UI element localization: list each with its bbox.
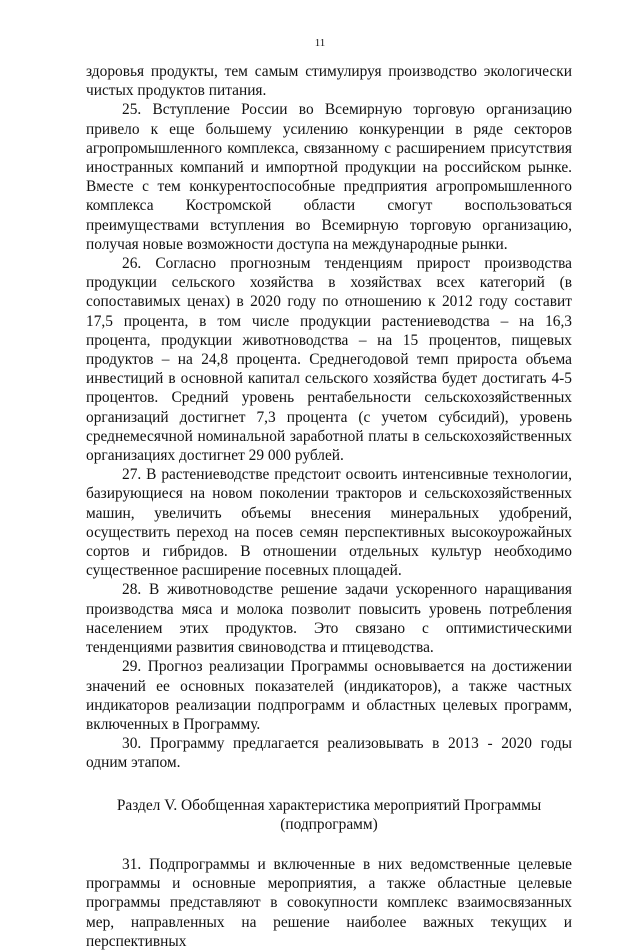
- paragraph: 26. Согласно прогнозным тенденциям прирост производства продукции сельского хозяйства в хозяйствах всех категорий (в сопоставимых ценах) в 2020 году по отношению к 2012 году составит 17,5 процента, в том числе продукции растениеводства – на 16,3 процента, продукции животноводства – на 15 процентов, пищевых продуктов – на 24,8 процента. Среднегодовой темп прироста объема инвестиций в основной капитал сельского хозяйства будет достигать 4-5 процентов. Средний уровень рентабельности сельскохозяйственных организаций достигнет 7,3 процента (с учетом субсидий), уровень среднемесячной номинальной заработной платы в сельскохозяйственных организациях достигнет 29 000 рублей.: [86, 255, 572, 465]
- paragraph: 28. В животноводстве решение задачи ускоренного наращивания производства мяса и молока позволит повысить уровень потребления населением этих продуктов. Это связано с оптимистическими тенденциями развития свиноводства и птицеводства.: [86, 581, 572, 657]
- section-heading: [86, 796, 572, 834]
- section-heading-line-1: Раздел V. Обобщенная характеристика мероприятий Программы: [116, 796, 542, 814]
- paragraph: здоровья продукты, тем самым стимулируя производство экологически чистых продуктов питания.: [86, 63, 572, 100]
- page-number: 11: [314, 37, 326, 49]
- paragraph: 27. В растениеводстве предстоит освоить интенсивные технологии, базирующиеся на новом поколении тракторов и сельскохозяйственных машин, увеличить объемы внесения минеральных удобрений, осуществить переход на посев семян перспективных высокоурожайных сортов и гибридов. В отношении отдельных культур необходимо существенное расширение посевных площадей.: [86, 466, 572, 580]
- document-body: [86, 62, 572, 951]
- paragraph: 30. Программу предлагается реализовывать в 2013 - 2020 годы одним этапом.: [86, 735, 572, 772]
- paragraph: 29. Прогноз реализации Программы основывается на достижении значений ее основных показателей (индикаторов), а также частных индикаторов реализации подпрограмм и областных целевых программ, включенных в Программу.: [86, 658, 572, 733]
- paragraphs-before-section: [86, 62, 572, 773]
- paragraph: 25. Вступление России во Всемирную торговую организацию привело к еще большему усилению конкуренции в ряде секторов агропромышленного комплекса, связанному с расширением присутствия иностранных компаний и импортной продукции на российском рынке. Вместе с тем конкурентоспособные предприятия агропромышленного комплекса Костромской области смогут воспользоваться преимуществами вступления во Всемирную торговую организацию, получая новые возможности доступа на международные рынки.: [86, 101, 572, 253]
- paragraphs-after-section: [86, 855, 572, 951]
- section-heading-line-2: (подпрограмм): [280, 815, 378, 833]
- paragraph: 31. Подпрограммы и включенные в них ведомственные целевые программы и основные мероприятия, а также областные целевые программы представляют в совокупности комплекс взаимосвязанных мер, направленных на решение наиболее важных текущих и перспективных: [86, 855, 572, 950]
